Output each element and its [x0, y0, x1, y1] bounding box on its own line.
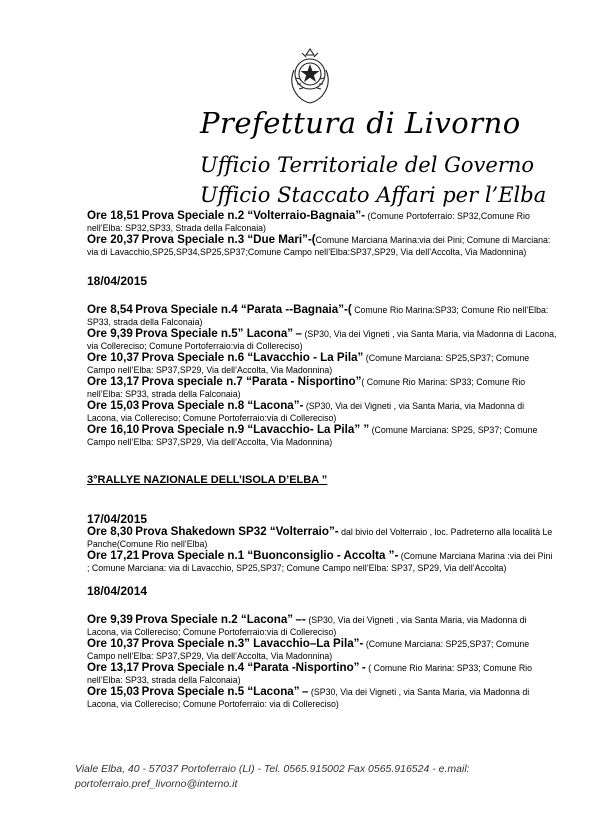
- section-title: 3°RALLYE NAZIONALE DELL’ISOLA D’ELBA ”: [87, 474, 328, 486]
- schedule-entry: [87, 376, 557, 400]
- entry-time: Ore 10,37: [87, 351, 140, 364]
- schedule-entry: [87, 210, 557, 234]
- entry-separator: -: [334, 525, 339, 538]
- entry-time: Ore 17,21: [87, 549, 140, 562]
- entries-group-b: [87, 304, 557, 448]
- entries-group-c: [87, 526, 557, 574]
- entry-detail: (SP30, Via dei Vigneti , via Santa Maria, via Madonna di Lacona, via Collereciso; Comune Portoferraio: via di Collereciso): [87, 687, 530, 709]
- entry-time: Ore 8,30: [87, 525, 133, 538]
- entry-separator: –: [295, 327, 302, 340]
- entry-title: Prova speciale n.7 “Parata - Nisportino”: [141, 375, 362, 388]
- schedule-entry: [87, 328, 557, 352]
- branch-office-title: Ufficio Staccato Affari per l’Elba: [200, 183, 547, 207]
- schedule-entry: [87, 550, 557, 574]
- schedule-entry: [87, 424, 557, 448]
- entry-detail: (SP30, Via dei Vigneti , via Santa Maria, via Madonna di Lacona, via Collereciso; Comune Portoferraio:via di Collereciso): [87, 329, 557, 351]
- entry-detail: (Comune Marciana: SP25, SP37; Comune Campo nell’Elba: SP37,SP29, Via dell’Accolta, Via Madonnina): [87, 425, 538, 447]
- schedule-entry: [87, 352, 557, 376]
- entry-detail: (Comune Marciana: SP25,SP37; Comune Campo nell’Elba: SP37,SP29, Via dell’Accolta, Via Madonnina): [87, 639, 530, 661]
- entry-title: Prova Speciale n.8 “Lacona”: [141, 399, 300, 412]
- entry-separator: -: [359, 637, 364, 650]
- schedule-entry: [87, 400, 557, 424]
- entry-title: Prova Speciale n.2 “Volterraio-Bagnaia”: [141, 209, 362, 222]
- date-heading: 17/04/2015: [87, 512, 148, 526]
- entry-time: Ore 9,39: [87, 613, 133, 626]
- entry-detail: (SP30, Via dei Vigneti , via Santa Maria, via Madonna di Lacona, via Collereciso; Comune Portoferraio:via di Collereciso): [87, 615, 527, 637]
- schedule-entry: [87, 638, 557, 662]
- entry-detail: ( Comune Rio Marina: SP33; Comune Rio nell’Elba: SP33, strada della Falconaia): [87, 377, 526, 399]
- schedule-entry: [87, 662, 557, 686]
- entry-time: Ore 15,03: [87, 685, 140, 698]
- entry-time: Ore 8,54: [87, 303, 133, 316]
- document-body: [87, 210, 557, 710]
- entry-detail: Comune Rio Marina:SP33; Comune Rio nell’Elba: SP33, strada della Falconaia): [87, 305, 549, 327]
- entry-title: Prova Speciale n.1 “Buonconsiglio - Accolta ”: [141, 549, 395, 562]
- entry-separator: –-: [295, 613, 306, 626]
- entry-detail: ( Comune Rio Marina: SP33; Comune Rio nell’Elba: SP33, strada della Falconaia): [87, 663, 533, 685]
- entry-detail: (Comune Marciana Marina :via dei Pini ; Comune Marciana: via di Lavacchio, SP25,SP37; Comune Campo nell’Elba: SP37, SP29, Via dell’Accolta): [87, 551, 553, 573]
- schedule-entry: [87, 304, 557, 328]
- entry-title: Prova Speciale n.2 “Lacona”: [135, 613, 294, 626]
- entry-title: Prova Speciale n.4 “Parata -Nisportino”: [141, 661, 360, 674]
- prefecture-title: Prefettura di Livorno: [200, 106, 521, 140]
- entry-time: Ore 9,39: [87, 327, 133, 340]
- schedule-entry: [87, 234, 557, 258]
- office-title: Ufficio Territoriale del Governo: [200, 153, 535, 177]
- entries-group-d: [87, 614, 557, 710]
- entry-time: Ore 16,10: [87, 423, 140, 436]
- entry-separator: -(: [307, 233, 316, 246]
- footer-email: portoferraio.pref_livorno@interno.it: [75, 778, 238, 790]
- entry-separator: -: [299, 399, 304, 412]
- date-heading: 18/04/2015: [87, 274, 148, 288]
- entry-title: Prova Speciale n.6 “Lavacchio - La Pila”: [141, 351, 364, 364]
- entry-separator: –: [302, 685, 309, 698]
- entry-detail: dal bivio del Volterraio , loc. Padreterno alla località Le Panche(Comune Rio nell’Elba): [87, 527, 553, 549]
- entry-separator: -: [394, 549, 399, 562]
- entry-time: Ore 20,37: [87, 233, 140, 246]
- entry-detail: (SP30, Via dei Vigneti , via Santa Maria, via Madonna di Lacona, via Collereciso; Comune Portoferraio:via di Collereciso): [87, 401, 525, 423]
- entry-separator: -: [361, 209, 366, 222]
- schedule-entry: [87, 526, 557, 550]
- entry-title: Prova Shakedown SP32 “Volterraio”: [135, 525, 335, 538]
- entry-time: Ore 15,03: [87, 399, 140, 412]
- entry-title: Prova Speciale n.9 “Lavacchio- La Pila” ”: [141, 423, 370, 436]
- entries-group-a: [87, 210, 557, 258]
- entry-detail: (Comune Portoferraio: SP32,Comune Rio nell’Elba: SP32,SP33, Strada della Falconaia): [87, 211, 530, 233]
- entry-detail: Comune Marciana Marina:via dei Pini; Comune di Marciana: via di Lavacchio,SP25,SP34,SP25,SP37;Comune Campo nell’Elba:SP37,SP29, Via dell’Accolta, Via Madonnina): [87, 235, 551, 257]
- entry-separator: -(: [344, 303, 352, 316]
- entry-title: Prova Speciale n.5” Lacona”: [135, 327, 294, 340]
- schedule-entry: [87, 614, 557, 638]
- italian-republic-emblem-icon: [286, 48, 334, 106]
- footer-address: Viale Elba, 40 - 57037 Portoferraio (LI) - Tel. 0565.915002 Fax 0565.916524 - e.mail:: [75, 763, 470, 775]
- entry-time: Ore 13,17: [87, 661, 140, 674]
- entry-separator: -: [361, 661, 366, 674]
- date-heading: 18/04/2014: [87, 584, 148, 598]
- entry-detail: (Comune Marciana: SP25,SP37; Comune Campo nell’Elba: SP37,SP29, Via dell’Accolta, Via Madonnina): [87, 353, 530, 375]
- entry-time: Ore 10,37: [87, 637, 140, 650]
- entry-title: Prova Speciale n.5 “Lacona”: [141, 685, 300, 698]
- footer: [75, 762, 470, 792]
- entry-title: Prova Speciale n.3” Lavacchio–La Pila”: [141, 637, 360, 650]
- schedule-entry: [87, 686, 557, 710]
- entry-time: Ore 18,51: [87, 209, 140, 222]
- entry-time: Ore 13,17: [87, 375, 140, 388]
- entry-title: Prova Speciale n.4 “Parata --Bagnaia”: [135, 303, 344, 316]
- entry-title: Prova Speciale n.3 “Due Mari”: [141, 233, 308, 246]
